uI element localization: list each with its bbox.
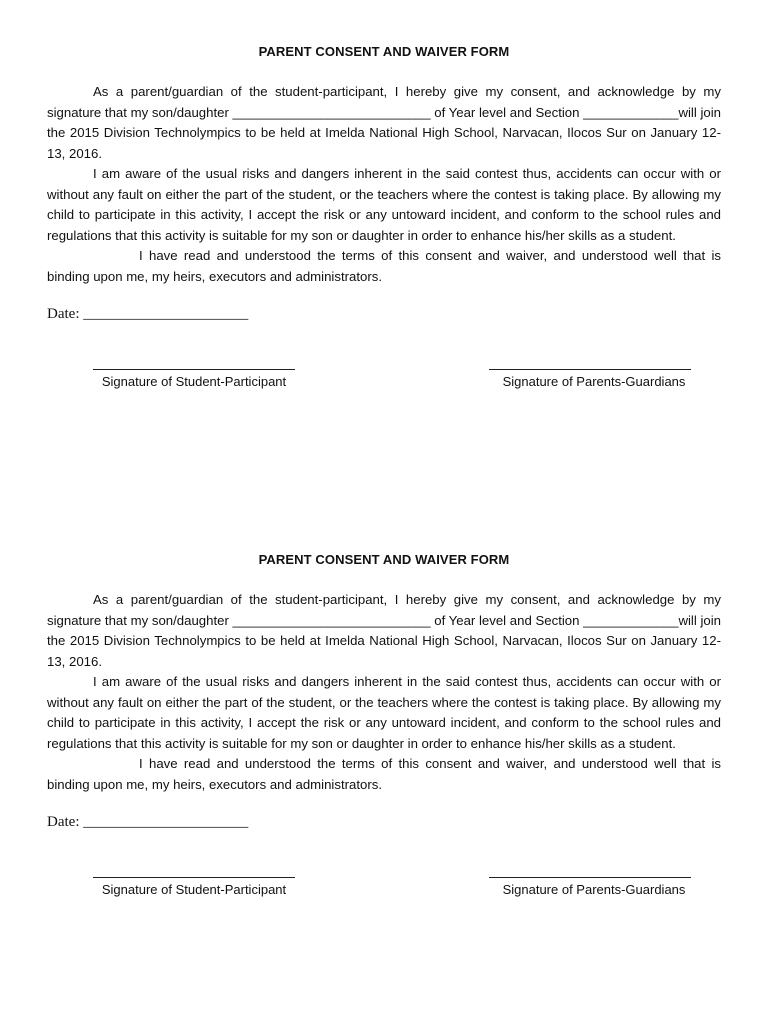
date-field: Date: ______________________ [47,814,249,830]
risk-paragraph: I am aware of the usual risks and dangers inherent in the said contest thus, accidents can occur with or without any fault on either the part of the student, or the teachers where the contest is taking place. By allowing my child to participate in this activity, I accept the risk or any untoward incident, and conform to the school rules and regulations that this activity is suitable for my son or daughter in order to enhance his/her skills as a student. [47,674,721,751]
parent-signature [489,357,691,390]
consent-form-2 [47,552,721,925]
consent-paragraph: As a parent/guardian of the student-participant, I hereby give my consent, and acknowledge by my signature that my son/daughter ___________________________ of Year level and Section _____________will join the 2015 Division Technolympics to be held at Imelda National High School, Narvacan, Ilocos Sur on January 12-13, 2016. [47,84,721,161]
consent-form-1 [47,44,721,417]
signature-block [47,357,721,417]
date-field: Date: ______________________ [47,306,249,322]
signature-line [93,357,295,370]
parent-signature-label: Signature of Parents-Guardians [502,374,686,389]
signature-block [47,865,721,925]
parent-signature-label: Signature of Parents-Guardians [502,882,686,897]
form-title: PARENT CONSENT AND WAIVER FORM [258,552,510,567]
student-signature-label: Signature of Student-Participant [101,882,287,897]
consent-paragraph: As a parent/guardian of the student-participant, I hereby give my consent, and acknowledge by my signature that my son/daughter ___________________________ of Year level and Section _____________will join the 2015 Division Technolympics to be held at Imelda National High School, Narvacan, Ilocos Sur on January 12-13, 2016. [47,592,721,669]
signature-line [93,865,295,878]
student-signature [93,865,295,898]
student-signature [93,357,295,390]
parent-signature [489,865,691,898]
acknowledgement-paragraph: I have read and understood the terms of this consent and waiver, and understood well that is binding upon me, my heirs, executors and administrators. [47,756,721,792]
acknowledgement-paragraph: I have read and understood the terms of this consent and waiver, and understood well that is binding upon me, my heirs, executors and administrators. [47,248,721,284]
signature-line [489,865,691,878]
student-signature-label: Signature of Student-Participant [101,374,287,389]
form-title: PARENT CONSENT AND WAIVER FORM [258,44,510,59]
risk-paragraph: I am aware of the usual risks and dangers inherent in the said contest thus, accidents can occur with or without any fault on either the part of the student, or the teachers where the contest is taking place. By allowing my child to participate in this activity, I accept the risk or any untoward incident, and conform to the school rules and regulations that this activity is suitable for my son or daughter in order to enhance his/her skills as a student. [47,166,721,243]
signature-line [489,357,691,370]
